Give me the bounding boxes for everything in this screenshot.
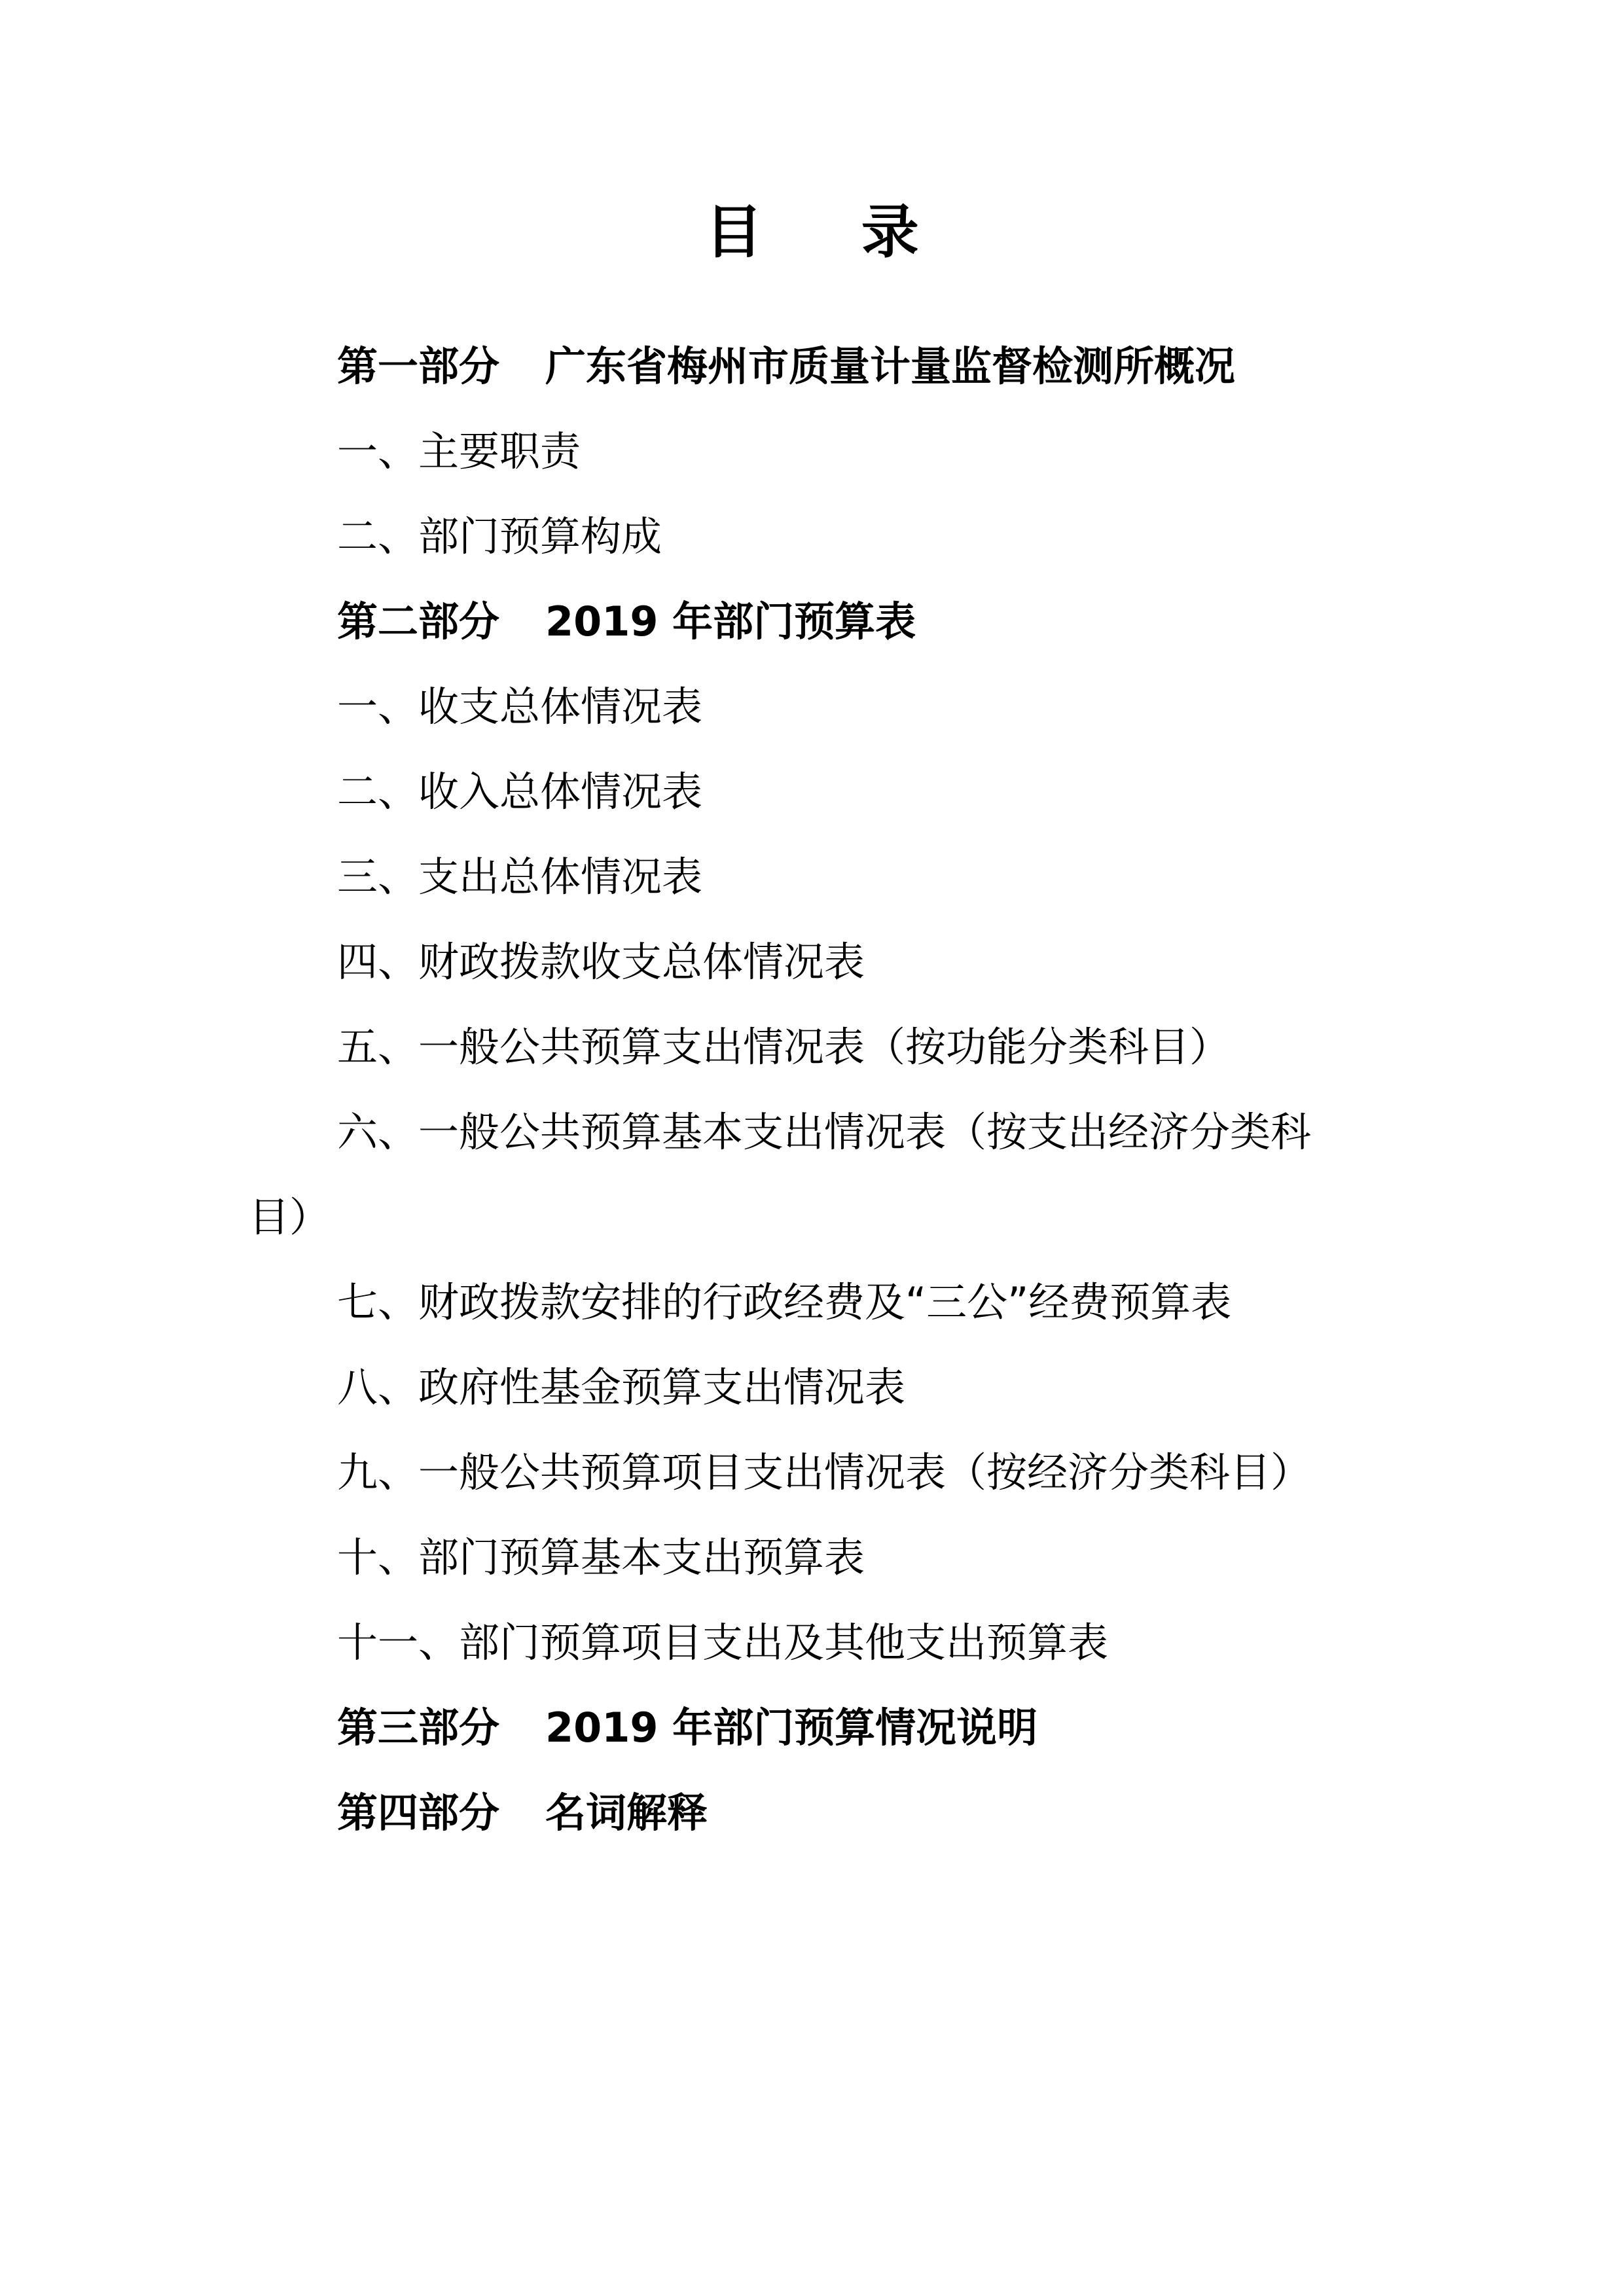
toc-part-4-label: 第四部分 xyxy=(337,1789,500,1837)
toc-item: 七、财政拨款安排的行政经费及“三公”经费预算表 xyxy=(337,1278,1232,1326)
toc-item: 二、收入总体情况表 xyxy=(337,768,703,816)
toc-part-3 xyxy=(337,1702,1038,1754)
toc-part-2-label: 第二部分 xyxy=(337,598,500,645)
toc-item-6-line-1: 六、一般公共预算基本支出情况表（按支出经济分类科 xyxy=(337,1108,1312,1156)
document-title: 目 录 xyxy=(705,198,958,266)
toc-part-1 xyxy=(337,340,1235,393)
toc-item: 九、一般公共预算项目支出情况表（按经济分类科目） xyxy=(337,1448,1312,1496)
toc-part-3-text: 2019 年部门预算情况说明 xyxy=(545,1704,1038,1751)
toc-item: 三、支出总体情况表 xyxy=(337,853,703,901)
toc-item: 十一、部门预算项目支出及其他支出预算表 xyxy=(337,1619,1109,1666)
toc-item: 十、部门预算基本支出预算表 xyxy=(337,1534,865,1581)
toc-item: 二、部门预算构成 xyxy=(337,512,662,560)
toc-part-4-text: 名词解释 xyxy=(545,1789,708,1837)
toc-item-6-line-2: 目） xyxy=(249,1193,331,1241)
toc-item: 五、一般公共预算支出情况表（按功能分类科目） xyxy=(337,1023,1231,1071)
toc-part-4 xyxy=(337,1787,708,1839)
toc-item: 八、政府性基金预算支出情况表 xyxy=(337,1363,906,1411)
toc-part-2-text: 2019 年部门预算表 xyxy=(545,598,916,645)
toc-item: 一、收支总体情况表 xyxy=(337,683,703,730)
toc-item: 四、财政拨款收支总体情况表 xyxy=(337,938,865,986)
toc-part-3-label: 第三部分 xyxy=(337,1704,500,1751)
toc-part-1-text: 广东省梅州市质量计量监督检测所概况 xyxy=(545,342,1236,390)
toc-item: 一、主要职责 xyxy=(337,427,581,475)
toc-part-1-label: 第一部分 xyxy=(337,342,500,390)
toc-part-2 xyxy=(337,596,916,648)
